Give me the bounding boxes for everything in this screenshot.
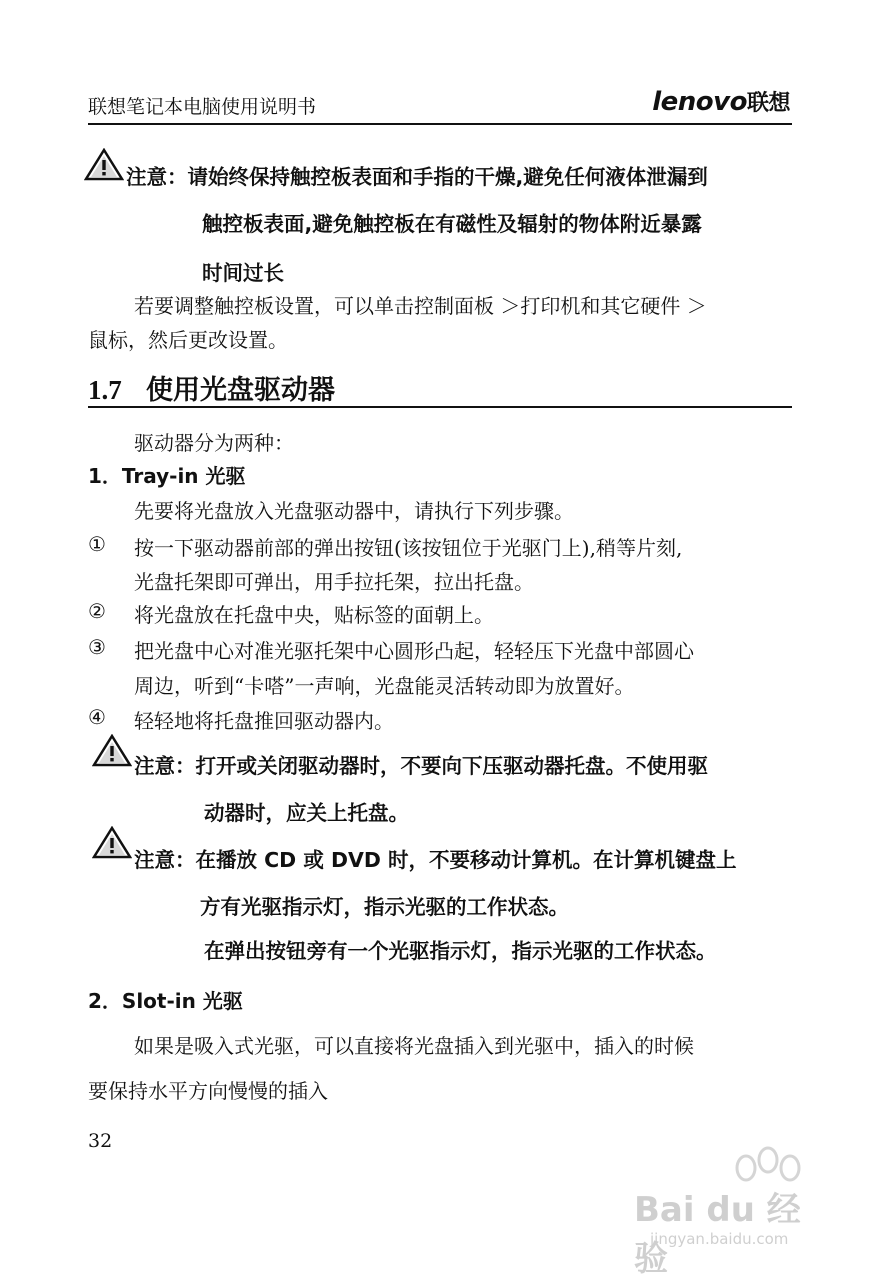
step3-marker: ③ — [88, 635, 106, 659]
step1-marker: ① — [88, 532, 106, 556]
watermark-url: jingyan.baidu.com — [650, 1230, 789, 1248]
watermark-brand: Bai du 经验 — [634, 1190, 801, 1279]
step2-marker: ② — [88, 599, 106, 623]
page-number: 32 — [88, 1130, 113, 1152]
note1-line2: 触控板表面,避免触控板在有磁性及辐射的物体附近暴露 — [202, 212, 702, 236]
step3-line1: 把光盘中心对准光驱托架中心圆形凸起，轻轻压下光盘中部圆心 — [134, 639, 694, 663]
note3-line2: 方有光驱指示灯，指示光驱的工作状态。 — [200, 895, 569, 919]
note2-label: 注意： — [134, 754, 196, 778]
warning-icon — [84, 148, 124, 182]
note1-line1: 注意：请始终保持触控板表面和手指的干燥,避免任何液体泄漏到 — [126, 165, 708, 189]
item2-title: 2．Slot-in 光驱 — [88, 989, 243, 1013]
note2-line2: 动器时，应关上托盘。 — [204, 801, 409, 825]
section-heading — [88, 368, 335, 407]
baidu-jingyan-watermark — [634, 1146, 834, 1279]
step4-line1: 轻轻地将托盘推回驱动器内。 — [134, 709, 394, 733]
step2-line1: 将光盘放在托盘中央，贴标签的面朝上。 — [134, 603, 494, 627]
section-rule — [88, 406, 792, 408]
section-title: 使用光盘驱动器 — [146, 375, 335, 406]
header-rule — [88, 123, 792, 125]
para1-line2: 鼠标，然后更改设置。 — [88, 328, 288, 352]
step1-line2: 光盘托架即可弹出，用手拉托架，拉出托盘。 — [134, 570, 534, 594]
step1-line1: 按一下驱动器前部的弹出按钮(该按钮位于光驱门上),稍等片刻, — [134, 536, 683, 560]
warning-icon — [92, 826, 132, 860]
para1-line1: 若要调整触控板设置，可以单击控制面板 ＞打印机和其它硬件 ＞ — [134, 294, 707, 318]
note1-line3: 时间过长 — [202, 261, 284, 285]
warning-icon — [92, 734, 132, 768]
lenovo-logo — [652, 86, 790, 117]
item2-line2: 要保持水平方向慢慢的插入 — [88, 1079, 328, 1103]
item2-line1: 如果是吸入式光驱，可以直接将光盘插入到光驱中，插入的时候 — [134, 1034, 694, 1058]
running-header-title: 联想笔记本电脑使用说明书 — [88, 96, 317, 118]
item1-lead: 先要将光盘放入光盘驱动器中，请执行下列步骤。 — [134, 499, 574, 523]
item1-title: 1．Tray-in 光驱 — [88, 464, 246, 488]
brand-cn: 联想 — [746, 91, 790, 116]
step3-line2: 周边，听到“卡嗒”一声响，光盘能灵活转动即为放置好。 — [134, 674, 635, 698]
intro-text: 驱动器分为两种： — [134, 431, 294, 455]
section-number: 1.7 — [88, 375, 122, 405]
note1-label: 注意： — [126, 165, 188, 189]
brand-latin: lenovo — [652, 87, 747, 117]
note2-line1: 注意：打开或关闭驱动器时，不要向下压驱动器托盘。不使用驱 — [134, 754, 708, 778]
note3-line3: 在弹出按钮旁有一个光驱指示灯，指示光驱的工作状态。 — [204, 939, 717, 963]
note3-line1: 注意：在播放 CD 或 DVD 时，不要移动计算机。在计算机键盘上 — [134, 848, 737, 872]
note3-label: 注意： — [134, 848, 196, 872]
step4-marker: ④ — [88, 705, 106, 729]
